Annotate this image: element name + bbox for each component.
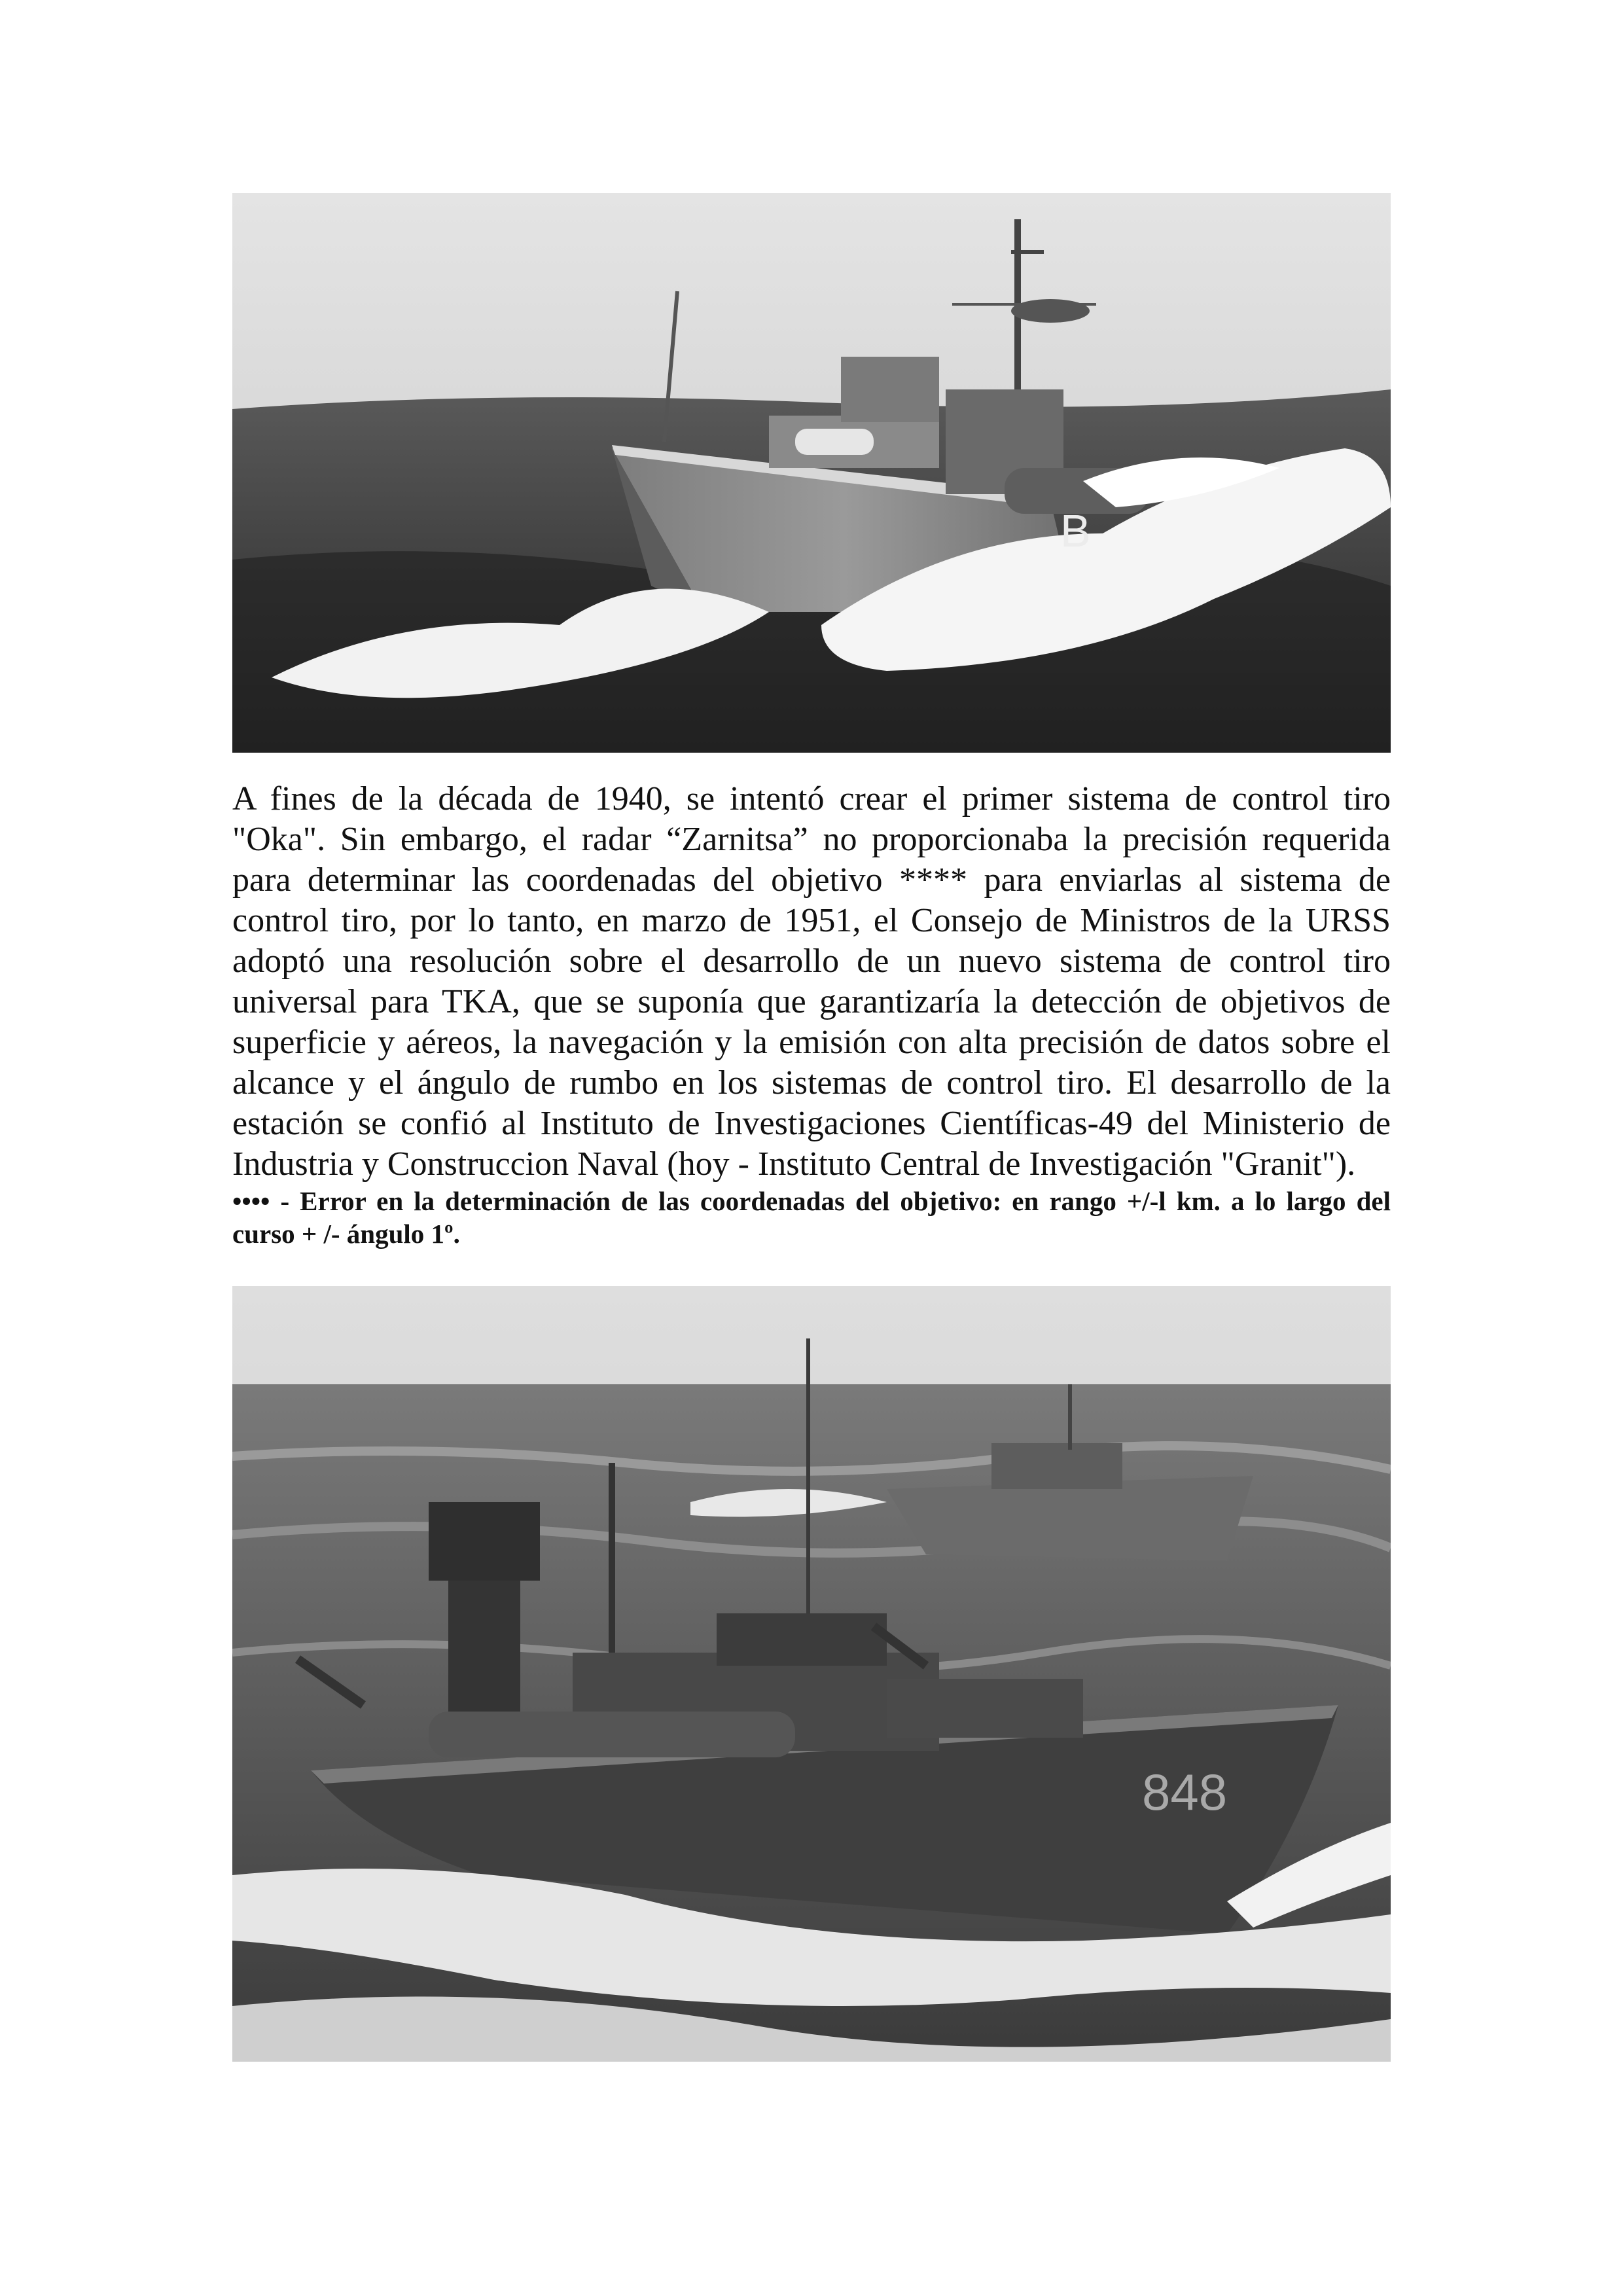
- main-paragraph: A fines de la década de 1940, se intentó crear el primer sistema de control tiro "Oka". Sin embargo, el radar “Zarnitsa” no proporcionaba la precisión requerida para determinar las coordenadas del objetivo **** para enviarlas al sistema de control tiro, por lo tanto, en marzo de 1951, el Consejo de Ministros de la URSS adoptó una resolución sobre el desarrollo de un nuevo sistema de control tiro universal para TKA, que se suponía que garantizaría la detección de objetivos de superficie y aéreos, la navegación y la emisión con alta precisión de datos sobre el alcance y el ángulo de rumbo en los sistemas de control tiro. El desarrollo de la estación se confió al Instituto de Investigaciones Científicas-49 del Ministerio de Industria y Construccion Naval (hoy - Instituto Central de Investigación "Granit").: [232, 780, 1391, 1183]
- photo-torpedo-boats-bottom: [232, 1286, 1391, 2062]
- hull-marking-top: B: [1060, 505, 1091, 556]
- photo-torpedo-boat-top: [232, 193, 1391, 753]
- footnote: •••• - Error en la determinación de las coordenadas del objetivo: en rango +/-l km. a lo largo del curso + /- ángulo 1º.: [232, 1186, 1391, 1249]
- hull-number-848: 848: [1142, 1763, 1228, 1821]
- photo-top-illustration: [232, 193, 1391, 753]
- photo-bottom-illustration: [232, 1286, 1391, 2062]
